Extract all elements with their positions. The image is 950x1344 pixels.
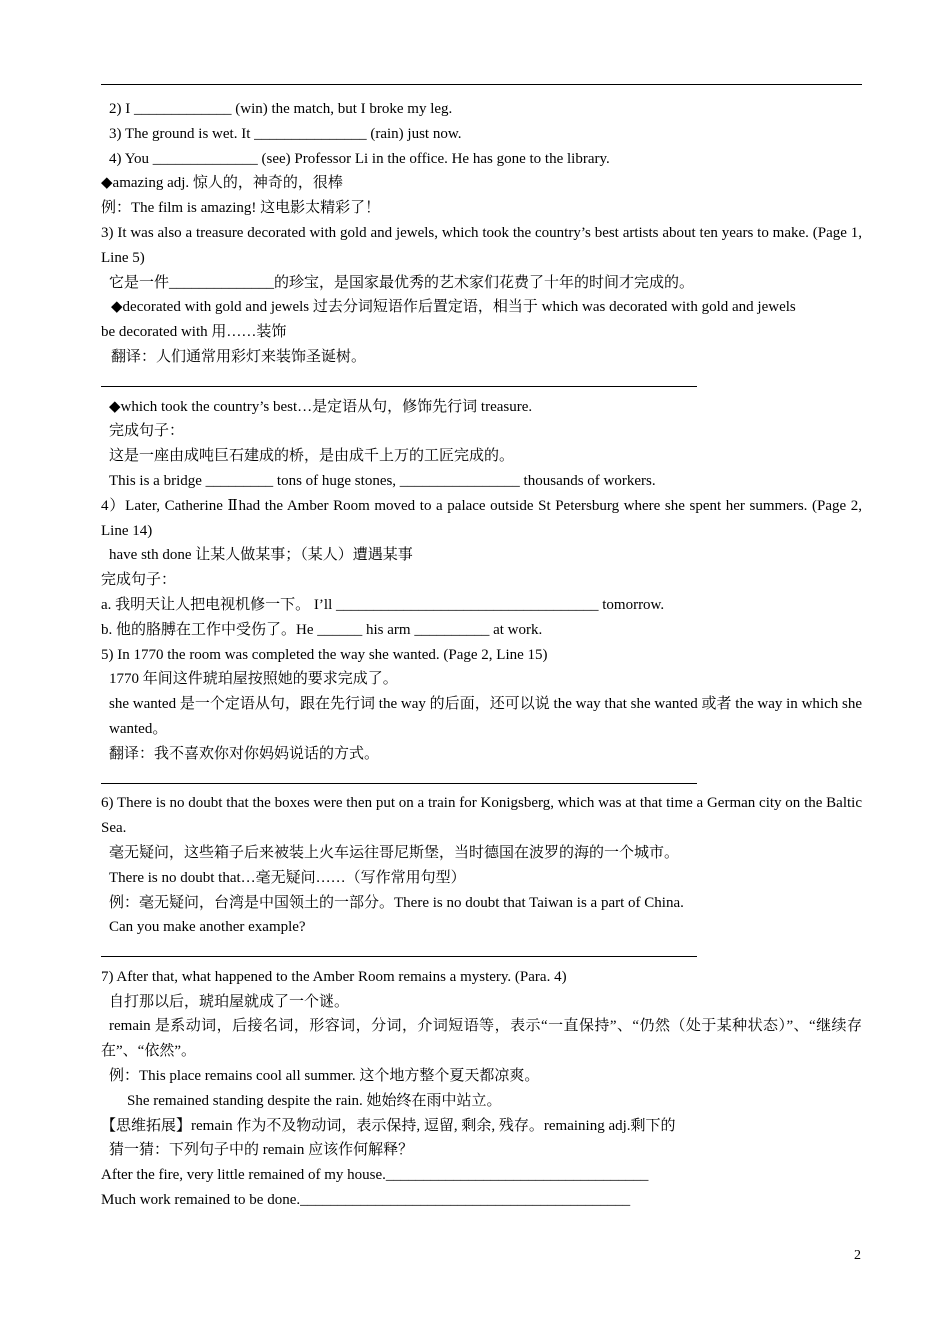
sentence-6-translation: 毫无疑问，这些箱子后来被装上火车运往哥尼斯堡，当时德国在波罗的海的一个城市。 (109, 844, 680, 861)
phrase-have-sth-done: have sth done 让某人做某事；（某人）遭遇某事 (109, 547, 413, 564)
pattern-no-doubt: There is no doubt that…毫无疑问……（写作常用句型） (109, 869, 466, 886)
guess-sentence-1: After the fire, very little remained of my house.___________________________________ (101, 1167, 649, 1184)
exercise-line-2: 2) I _____________ (win) the match, but I broke my leg. (109, 101, 453, 117)
translation-prompt-2: 翻译：我不喜欢你对你妈妈说话的方式。 (109, 745, 380, 762)
complete-sentence-label-1: 完成句子： (109, 423, 185, 440)
example-remain-1: 例：This place remains cool all summer. 这个地方整个夏天都凉爽。 (109, 1068, 540, 1085)
note-remain: remain 是系动词，后接名词，形容词，分词，介词短语等，表示“一直保持”、“仍然（处于某种状态）”、“继续存在”、“依然”。 (101, 1018, 862, 1060)
sentence-6: 6) There is no doubt that the boxes were then put on a train for Konigsberg, which was at that time a German city on the Baltic Sea. (101, 795, 862, 837)
sentence-5: 5) In 1770 the room was completed the way she wanted. (Page 2, Line 15) (101, 646, 548, 663)
page-content (101, 97, 862, 1213)
exercise-b: b. 他的胳膊在工作中受伤了。He ______ his arm __________ at work. (101, 621, 543, 638)
header-rule (101, 84, 862, 85)
example-no-doubt: 例：毫无疑问，台湾是中国领土的一部分。There is no doubt that Taiwan is a part of China. (109, 894, 684, 911)
note-decorated: ◆decorated with gold and jewels 过去分词短语作后置定语，相当于 which was decorated with gold and jewels (111, 299, 796, 316)
complete-sentence-label-2: 完成句子： (101, 572, 177, 589)
bridge-chinese: 这是一座由成吨巨石建成的桥，是由成千上万的工匠完成的。 (109, 448, 515, 465)
exercise-a: a. 我明天让人把电视机修一下。 I’ll ___________________________________ tomorrow. (101, 596, 665, 613)
note-which-clause: ◆which took the country’s best…是定语从句，修饰先行词 treasure. (109, 398, 533, 415)
vocab-amazing: ◆amazing adj. 惊人的，神奇的，很棒 (101, 175, 343, 192)
guess-sentence-2: Much work remained to be done.____________________________________________ (101, 1192, 631, 1209)
guess-prompt: 猜一猜：下列句子中的 remain 应该作何解释？ (109, 1142, 414, 1159)
sentence-3-translation: 它是一件______________的珍宝，是国家最优秀的艺术家们花费了十年的时间才完成的。 (109, 274, 695, 291)
sentence-7-translation: 自打那以后，琥珀屋就成了一个谜。 (109, 993, 350, 1010)
answer-line-1[interactable] (101, 370, 862, 395)
answer-line-2[interactable] (101, 767, 862, 792)
make-example-prompt: Can you make another example? (109, 919, 306, 936)
exercise-line-3: 3) The ground is wet. It _______________ (rain) just now. (109, 125, 462, 142)
page-number: 2 (854, 1248, 861, 1263)
phrase-decorated-with: be decorated with 用……装饰 (101, 324, 287, 341)
exercise-line-4: 4) You ______________ (see) Professor Li in the office. He has gone to the library. (109, 150, 610, 167)
bridge-english: This is a bridge _________ tons of huge stones, ________________ thousands of workers. (109, 472, 656, 489)
sentence-7: 7) After that, what happened to the Amber Room remains a mystery. (Para. 4) (101, 968, 567, 985)
example-amazing: 例：The film is amazing! 这电影太精彩了！ (101, 200, 381, 217)
answer-line-3[interactable] (101, 940, 862, 965)
thinking-extension: 【思维拓展】remain 作为不及物动词，表示保持, 逗留, 剩余, 残存。remaining adj.剩下的 (101, 1117, 676, 1134)
note-she-wanted: she wanted 是一个定语从句，跟在先行词 the way 的后面，还可以说 the way that she wanted 或者 the way in which she wanted。 (109, 696, 862, 737)
sentence-3: 3) It was also a treasure decorated with gold and jewels, which took the country’s best artists about ten years to make. (Page 1, Line 5) (101, 224, 862, 266)
translation-prompt-1: 翻译：人们通常用彩灯来装饰圣诞树。 (111, 348, 367, 365)
example-remain-2: She remained standing despite the rain. 她始终在雨中站立。 (127, 1092, 502, 1109)
sentence-4: 4）Later, Catherine Ⅱhad the Amber Room moved to a palace outside St Petersburg where she spent her summers. (Page 2, Line 14) (101, 497, 862, 539)
sentence-5-translation: 1770 年间这件琥珀屋按照她的要求完成了。 (109, 671, 398, 688)
